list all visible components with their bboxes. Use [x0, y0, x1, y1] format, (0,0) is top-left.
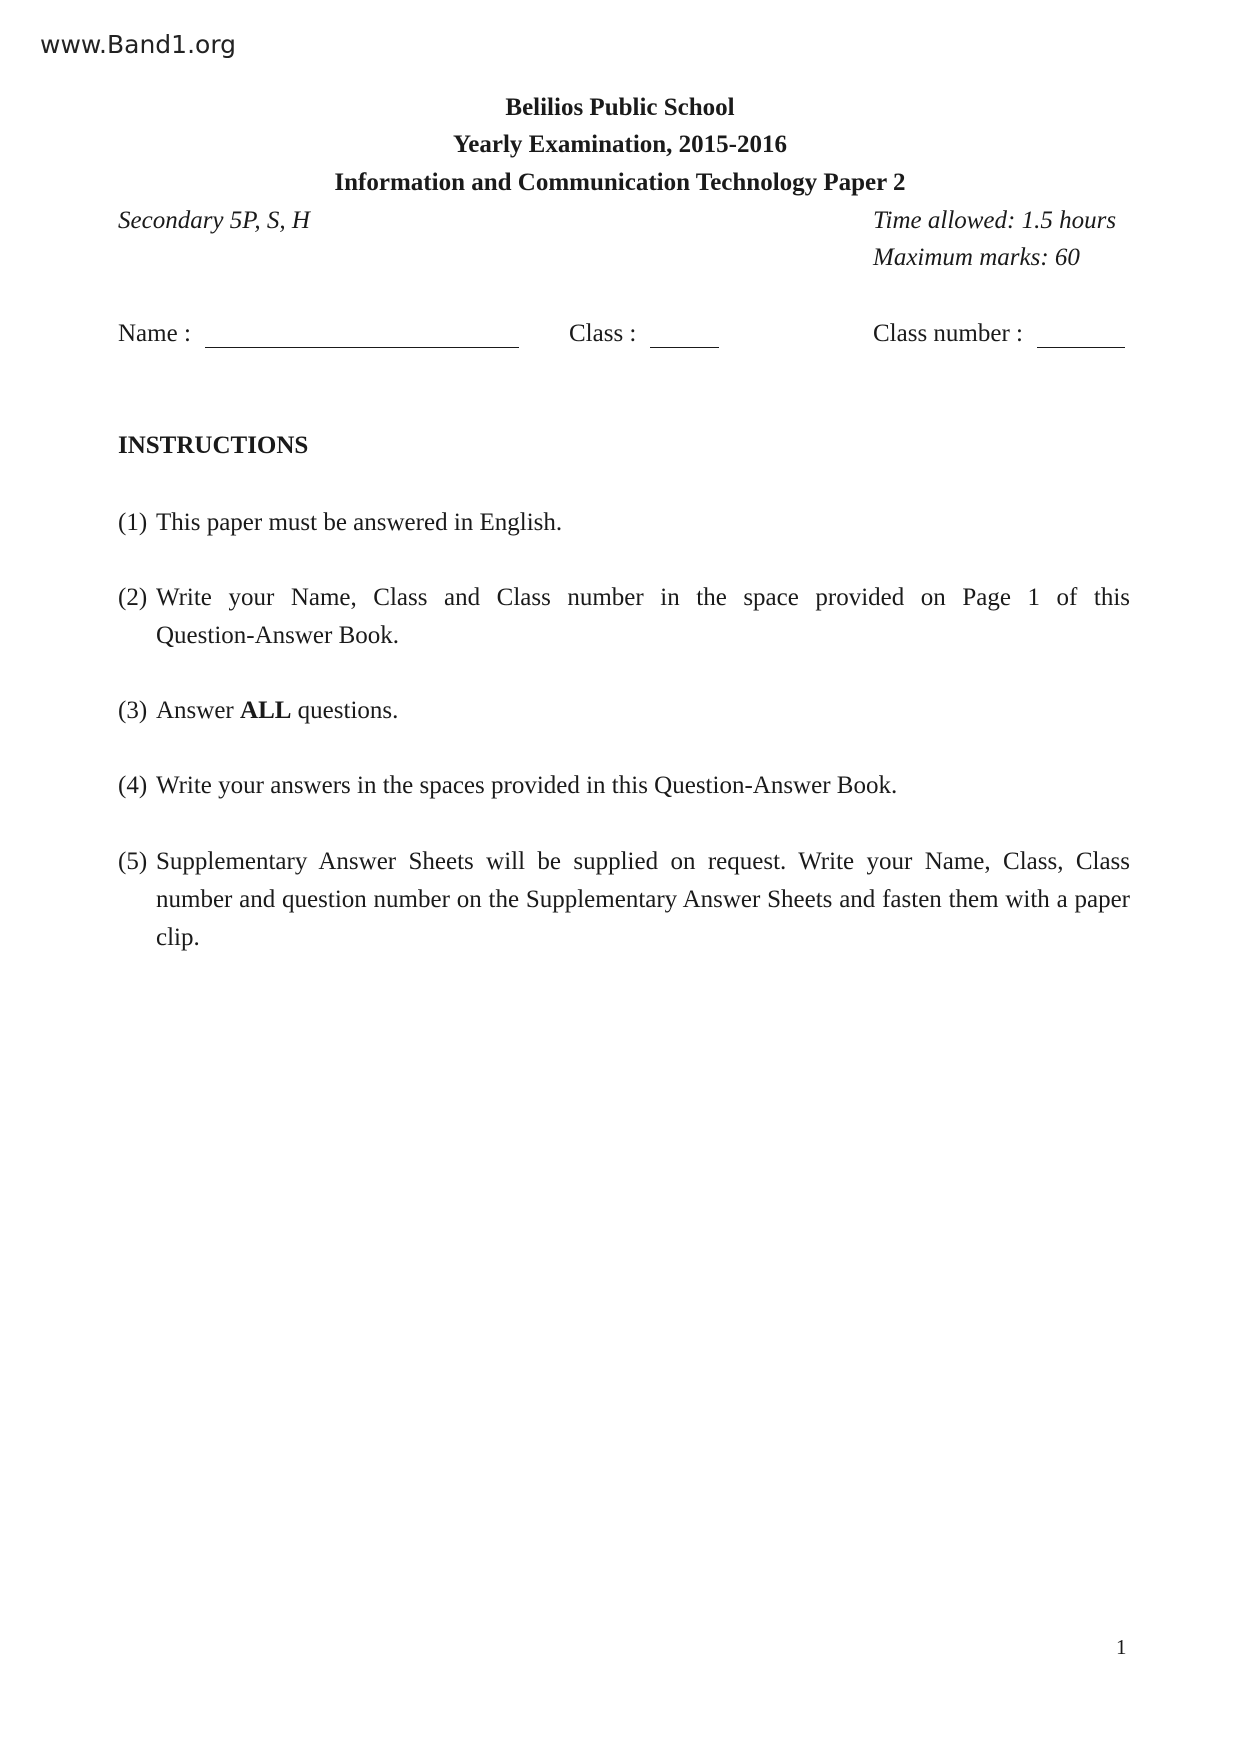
school-name: Belilios Public School	[505, 94, 735, 121]
instruction-item	[118, 504, 1130, 542]
instruction-item	[118, 843, 1130, 957]
class-number-blank[interactable]	[1037, 323, 1125, 348]
instruction-line: Question-Answer Book.	[156, 622, 400, 649]
instruction-number: (1)	[118, 509, 148, 536]
instruction-item	[118, 579, 1130, 655]
instruction-text-pre: Answer	[156, 697, 234, 724]
paper-title: Information and Communication Technology Paper 2	[334, 169, 906, 196]
instruction-item	[118, 692, 1130, 730]
instruction-text	[156, 579, 1130, 655]
instruction-number: (5)	[118, 848, 148, 875]
class-number-field	[873, 320, 1125, 348]
maximum-marks: Maximum marks: 60	[873, 244, 1080, 271]
instruction-line: Supplementary Answer Sheets will be supplied on request. Write your Name, Class, Class	[156, 848, 1130, 875]
class-field	[569, 320, 719, 348]
instruction-text-bold: ALL	[240, 697, 292, 724]
exam-title: Yearly Examination, 2015-2016	[452, 131, 788, 158]
class-number-label: Class number :	[873, 320, 1023, 347]
instruction-number: (2)	[118, 584, 148, 611]
instruction-text: Write your answers in the spaces provided in this Question-Answer Book.	[156, 772, 898, 799]
instruction-text	[156, 692, 1130, 730]
time-allowed: Time allowed: 1.5 hours	[873, 207, 1117, 234]
instruction-number: (3)	[118, 697, 148, 724]
instruction-line: clip.	[156, 924, 200, 951]
class-label: Class :	[569, 320, 637, 347]
instruction-line: number and question number on the Supplementary Answer Sheets and fasten them with a paper	[156, 886, 1130, 913]
name-blank[interactable]	[205, 323, 519, 348]
instruction-text-post: questions.	[297, 697, 399, 724]
name-field	[118, 320, 519, 348]
instructions-title: INSTRUCTIONS	[118, 432, 309, 459]
class-level: Secondary 5P, S, H	[118, 207, 310, 234]
instruction-text: This paper must be answered in English.	[156, 509, 563, 536]
name-label: Name :	[118, 320, 191, 347]
instruction-text	[156, 843, 1130, 957]
watermark-text: www.Band1.org	[40, 30, 237, 59]
instruction-item	[118, 767, 1130, 805]
instruction-line: Write your Name, Class and Class number in the space provided on Page 1 of this	[156, 584, 1130, 611]
instruction-number: (4)	[118, 772, 148, 799]
page-number: 1	[1116, 1635, 1127, 1659]
class-blank[interactable]	[650, 323, 719, 348]
